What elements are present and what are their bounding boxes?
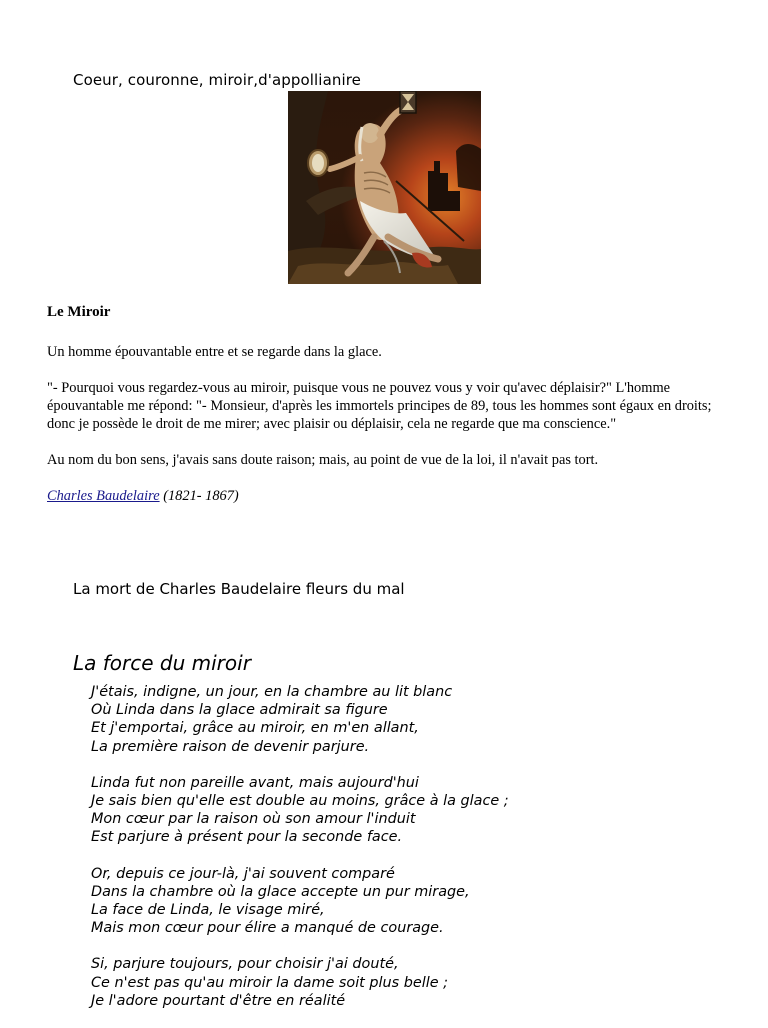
poem-line: Linda fut non pareille avant, mais aujourd'hui: [91, 774, 419, 791]
poem-title: La force du miroir: [73, 651, 251, 675]
poem-line: Mon cœur par la raison où son amour l'induit: [91, 811, 416, 828]
author-link[interactable]: Charles Baudelaire: [47, 488, 160, 504]
image-caption: Coeur, couronne, miroir,d'appollianire: [73, 71, 362, 89]
prose-paragraph: "- Pourquoi vous regardez-vous au miroir, puisque vous ne pouvez vous y voir qu'avec déplaisir?" L'homme épouvantable me répond: "- Monsieur, d'après les immortels principes de 89, tous les hommes sont égaux en droits; donc je possède le droit de me mirer; avec plaisir ou déplaisir, cela ne regarde que ma conscience.": [47, 380, 712, 432]
author-dates: (1821- 1867): [159, 488, 239, 504]
poem-stanza: [91, 774, 509, 847]
poem-stanza: [91, 683, 509, 756]
author-signature: [47, 487, 737, 505]
poem-body: [91, 683, 509, 1028]
poem-line: Est parjure à présent pour la seconde face.: [91, 829, 403, 846]
poem-line: Or, depuis ce jour-là, j'ai souvent comparé: [91, 865, 395, 882]
painting-death-with-mirror: [288, 91, 481, 284]
poem-stanza: [91, 865, 509, 938]
poem-line: Et j'emportai, grâce au miroir, en m'en allant,: [91, 720, 419, 737]
poem-line: Mais mon cœur pour élire a manqué de courage.: [91, 920, 444, 937]
poem-line: Dans la chambre où la glace accepte un pur mirage,: [91, 883, 470, 900]
poem-line: J'étais, indigne, un jour, en la chambre au lit blanc: [91, 684, 453, 700]
poem-line: Ce n'est pas qu'au miroir la dame soit plus belle ;: [91, 974, 448, 991]
poem-line: La face de Linda, le visage miré,: [91, 902, 325, 919]
poem-line: Où Linda dans la glace admirait sa figure: [91, 702, 388, 719]
prose-paragraph: Au nom du bon sens, j'avais sans doute raison; mais, au point de vue de la loi, il n'avait pas tort.: [47, 452, 599, 468]
prose-paragraph: Un homme épouvantable entre et se regarde dans la glace.: [47, 344, 382, 360]
poem-stanza: [91, 955, 509, 1010]
image-caption: La mort de Charles Baudelaire fleurs du mal: [73, 580, 405, 598]
poem-line: La première raison de devenir parjure.: [91, 738, 370, 755]
section-title: Le Miroir: [47, 304, 111, 320]
poem-line: Je l'adore pourtant d'être en réalité: [91, 992, 346, 1009]
poem-line: Je sais bien qu'elle est double au moins, grâce à la glace ;: [91, 793, 509, 810]
poem-line: Si, parjure toujours, pour choisir j'ai douté,: [91, 956, 399, 973]
